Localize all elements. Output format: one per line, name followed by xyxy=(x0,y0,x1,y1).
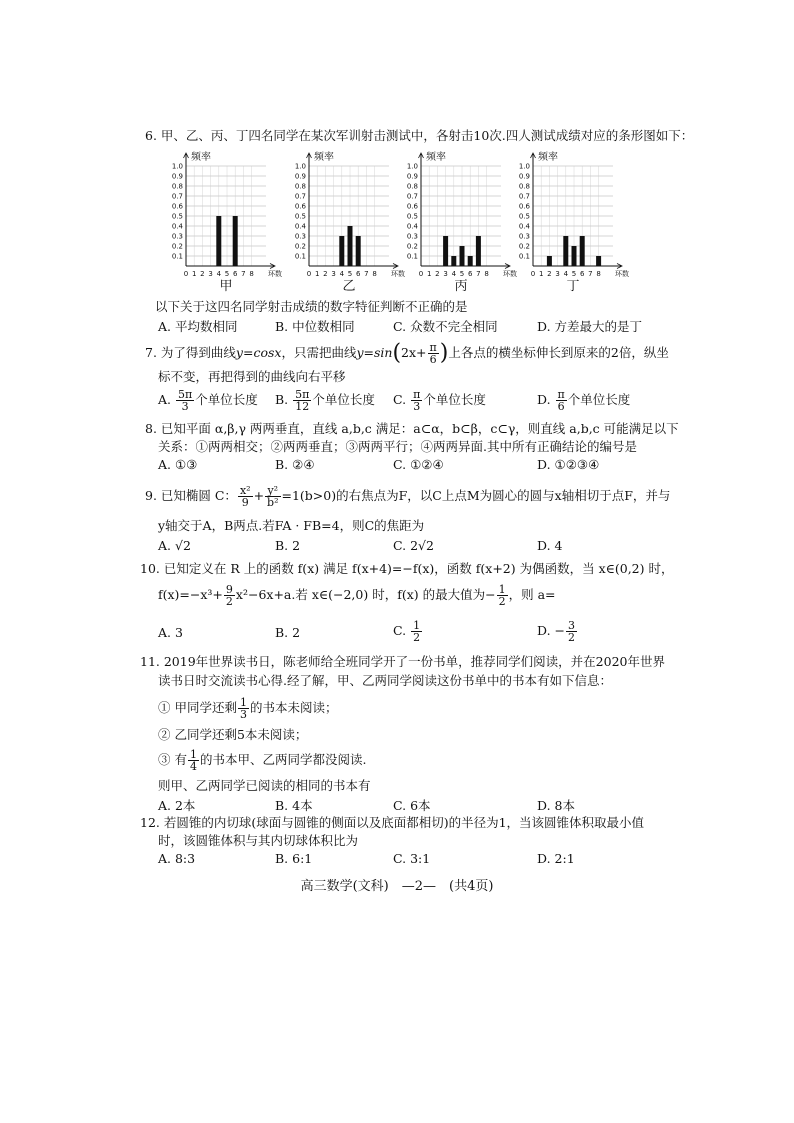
x-tick-label: 0 xyxy=(418,270,424,278)
q9-option-d: D. 4 xyxy=(537,538,563,553)
q9-line1: 9. 已知椭圆 C： $\frac{\text{x²}}{9}$ + $\frac{\text{y²}}{\text{b²}}$ =1(b>0)的右焦点为F，以C上点M为圆心的圆与x轴相切于点F，并与 xyxy=(145,484,671,509)
chart-yi xyxy=(283,148,408,294)
x-axis-label: 环数 xyxy=(268,270,282,278)
bar-8 xyxy=(596,256,601,266)
x-tick-label: 8 xyxy=(249,270,254,278)
x-tick-label: 8 xyxy=(372,270,377,278)
x-tick-label: 0 xyxy=(530,270,536,278)
q9-line2: y轴交于A，B两点.若FA · FB=4，则C的焦距为 xyxy=(158,518,425,533)
y-tick-label: 0.6 xyxy=(518,202,530,211)
y-tick-label: 0.7 xyxy=(171,192,183,201)
x-tick-label: 0 xyxy=(183,270,189,278)
y-tick-label: 0.1 xyxy=(294,252,306,261)
y-tick-label: 0.9 xyxy=(406,172,418,181)
q6-option-d: D. 方差最大的是丁 xyxy=(537,319,643,334)
q7-stem-c: 上各点的横坐标伸长到原来的2倍，纵坐 xyxy=(448,345,669,360)
y-tick-label: 0.9 xyxy=(294,172,306,181)
q6-stem: 6. 甲、乙、丙、丁四名同学在某次军训射击测试中，各射击10次.四人测试成绩对应的条形图如下： xyxy=(145,128,694,143)
q10-option-d: D. − $\frac{3}{2}$ xyxy=(537,619,575,644)
y-tick-label: 0.7 xyxy=(518,192,530,201)
bar-7 xyxy=(476,236,481,266)
q10-line2: f(x)=−x³+ $\frac{9}{2}$ x²−6x+a.若 x∈(−2,0) 时，f(x) 的最大值为− $\frac{1}{2}$ ，则 a= xyxy=(158,583,556,608)
y-axis-label: 频率 xyxy=(314,152,334,163)
y-tick-label: 0.6 xyxy=(171,202,183,211)
q12-line1: 12. 若圆锥的内切球(球面与圆锥的侧面以及底面都相切)的半径为1，当该圆锥体积取最小值 xyxy=(140,815,645,830)
x-tick-label: 4 xyxy=(339,270,345,278)
q8-line1: 8. 已知平面 α,β,γ 两两垂直，直线 a,b,c 满足：a⊂α，b⊂β，c⊂γ，则直线 a,b,c 可能满足以下 xyxy=(145,421,679,436)
q9-option-b: B. 2 xyxy=(275,538,301,553)
y-tick-label: 0.2 xyxy=(518,242,530,251)
chart-bing xyxy=(395,148,520,294)
x-tick-label: 0 xyxy=(306,270,312,278)
y-tick-label: 0.5 xyxy=(171,212,183,221)
y-tick-label: 0.2 xyxy=(406,242,418,251)
chart-title: 丙 xyxy=(454,279,468,294)
q9-option-a: A. √2 xyxy=(158,538,191,553)
bar-4 xyxy=(339,236,344,266)
x-tick-label: 1 xyxy=(426,270,432,278)
q7-option-d: D. $\frac{\pi}{6}$ 个单位长度 xyxy=(537,388,631,413)
y-tick-label: 1.0 xyxy=(406,162,418,171)
y-tick-label: 0.2 xyxy=(294,242,306,251)
y-tick-label: 0.8 xyxy=(294,182,306,191)
y-tick-label: 0.4 xyxy=(518,222,530,231)
x-tick-label: 5 xyxy=(571,270,577,278)
bar-2 xyxy=(547,256,552,266)
x-axis-label: 环数 xyxy=(615,270,629,278)
bar-6 xyxy=(468,256,473,266)
x-tick-label: 6 xyxy=(467,270,473,278)
q10-option-a: A. 3 xyxy=(158,625,183,640)
x-tick-label: 4 xyxy=(563,270,569,278)
x-tick-label: 6 xyxy=(355,270,361,278)
q10-option-c: C. $\frac{1}{2}$ xyxy=(393,619,421,644)
y-tick-label: 0.4 xyxy=(171,222,183,231)
q6-option-b: B. 中位数相同 xyxy=(275,319,355,334)
q10-option-b: B. 2 xyxy=(275,625,301,640)
x-axis-label: 环数 xyxy=(391,270,405,278)
x-tick-label: 1 xyxy=(314,270,320,278)
y-tick-label: 0.6 xyxy=(406,202,418,211)
x-tick-label: 7 xyxy=(364,270,369,278)
q11-option-b: B. 4本 xyxy=(275,798,313,813)
bar-5 xyxy=(460,246,465,266)
x-tick-label: 2 xyxy=(435,270,440,278)
y-tick-label: 0.1 xyxy=(406,252,418,261)
chart-ding xyxy=(507,148,632,294)
x-tick-label: 5 xyxy=(347,270,353,278)
y-tick-label: 0.6 xyxy=(294,202,306,211)
q7-curve1: y=cosx xyxy=(235,345,282,360)
q8-option-a: A. ①③ xyxy=(158,457,198,472)
x-tick-label: 2 xyxy=(323,270,328,278)
q7-pi-over-6: $\frac{\pi}{6}$ xyxy=(429,341,437,366)
y-tick-label: 0.3 xyxy=(294,232,306,241)
y-tick-label: 0.1 xyxy=(518,252,530,261)
bar-5 xyxy=(572,246,577,266)
q6-option-a: A. 平均数相同 xyxy=(158,319,238,334)
q11-option-a: A. 2本 xyxy=(158,798,196,813)
bar-3 xyxy=(443,236,448,266)
x-tick-label: 3 xyxy=(331,270,336,278)
y-tick-label: 0.4 xyxy=(406,222,418,231)
q10-line1: 10. 已知定义在 R 上的函数 f(x) 满足 f(x+4)=−f(x)，函数 f(x+2) 为偶函数，当 x∈(0,2) 时， xyxy=(140,561,674,576)
q12-option-c: C. 3:1 xyxy=(393,851,431,866)
y-tick-label: 0.7 xyxy=(294,192,306,201)
q7-stem: 7. 为了得到曲线y=cosx，只需把曲线y=sin(2x+ $\frac{\pi}{6}$ )上各点的横坐标伸长到原来的2倍，纵坐 xyxy=(145,340,669,366)
bar-6 xyxy=(580,236,585,266)
bar-6 xyxy=(356,236,361,266)
x-tick-label: 6 xyxy=(232,270,238,278)
y-tick-label: 0.3 xyxy=(406,232,418,241)
q12-option-d: D. 2:1 xyxy=(537,851,575,866)
y-axis-label: 频率 xyxy=(426,152,446,163)
q7-stem-d: 标不变，再把得到的曲线向右平移 xyxy=(158,369,346,384)
x-tick-label: 4 xyxy=(216,270,222,278)
x-tick-label: 7 xyxy=(241,270,246,278)
page-footer: 高三数学(文科) —2— (共4页) xyxy=(300,879,494,894)
q7-curve2-inner: 2x+ xyxy=(401,345,427,360)
q6-option-c: C. 众数不完全相同 xyxy=(393,319,498,334)
y-tick-label: 0.3 xyxy=(518,232,530,241)
bar-5 xyxy=(348,226,353,266)
q8-option-c: C. ①②④ xyxy=(393,457,444,472)
q7-option-c: C. $\frac{\pi}{3}$ 个单位长度 xyxy=(393,388,486,413)
x-tick-label: 2 xyxy=(200,270,205,278)
y-tick-label: 0.9 xyxy=(171,172,183,181)
x-tick-label: 2 xyxy=(547,270,552,278)
q11-item3: ③ 有 $\frac{1}{4}$ 的书本甲、乙两同学都没阅读. xyxy=(158,748,367,773)
q11-option-d: D. 8本 xyxy=(537,798,575,813)
q11-line1: 11. 2019年世界读书日，陈老师给全班同学开了一份书单，推荐同学们阅读，并在2020年世界 xyxy=(140,654,665,669)
y-tick-label: 0.8 xyxy=(171,182,183,191)
q11-line2: 读书日时交流读书心得.经了解，甲、乙两同学阅读这份书单中的书本有如下信息： xyxy=(158,673,612,688)
x-axis-label: 环数 xyxy=(503,270,517,278)
q6-sub: 以下关于这四名同学射击成绩的数字特征判断不正确的是 xyxy=(155,299,468,314)
y-tick-label: 0.5 xyxy=(294,212,306,221)
q7-option-a: A. $\frac{5\pi}{3}$ 个单位长度 xyxy=(158,388,258,413)
x-tick-label: 4 xyxy=(451,270,457,278)
y-tick-label: 1.0 xyxy=(294,162,306,171)
q12-option-b: B. 6:1 xyxy=(275,851,313,866)
y-tick-label: 0.7 xyxy=(406,192,418,201)
x-tick-label: 7 xyxy=(476,270,481,278)
y-tick-label: 0.9 xyxy=(518,172,530,181)
x-tick-label: 8 xyxy=(596,270,601,278)
y-axis-label: 频率 xyxy=(191,152,211,163)
q11-item2: ② 乙同学还剩5本未阅读； xyxy=(158,727,308,742)
x-tick-label: 3 xyxy=(208,270,213,278)
q9-option-c: C. 2√2 xyxy=(393,538,434,553)
x-tick-label: 1 xyxy=(191,270,197,278)
q8-option-d: D. ①②③④ xyxy=(537,457,600,472)
y-tick-label: 0.2 xyxy=(171,242,183,251)
q12-option-a: A. 8:3 xyxy=(158,851,196,866)
q11-question: 则甲、乙两同学已阅读的相同的书本有 xyxy=(158,778,371,793)
x-tick-label: 1 xyxy=(538,270,544,278)
y-tick-label: 0.8 xyxy=(406,182,418,191)
bar-6 xyxy=(233,216,238,266)
y-tick-label: 0.5 xyxy=(518,212,530,221)
q11-item1: ① 甲同学还剩 $\frac{1}{3}$ 的书本未阅读； xyxy=(158,696,338,721)
x-tick-label: 7 xyxy=(588,270,593,278)
q12-line2: 时，该圆锥体积与其内切球体积比为 xyxy=(158,833,359,848)
x-tick-label: 8 xyxy=(484,270,489,278)
q7-stem-b: ，只需把曲线 xyxy=(281,345,357,360)
chart-title: 乙 xyxy=(342,279,356,294)
bar-4 xyxy=(451,256,456,266)
chart-title: 甲 xyxy=(219,279,233,294)
y-tick-label: 0.5 xyxy=(406,212,418,221)
x-tick-label: 3 xyxy=(443,270,448,278)
y-tick-label: 0.1 xyxy=(171,252,183,261)
x-tick-label: 5 xyxy=(459,270,465,278)
y-tick-label: 1.0 xyxy=(518,162,530,171)
chart-jia xyxy=(160,148,285,294)
q11-option-c: C. 6本 xyxy=(393,798,431,813)
q7-option-b: B. $\frac{5\pi}{12}$ 个单位长度 xyxy=(275,388,375,413)
y-axis-label: 频率 xyxy=(538,152,558,163)
x-tick-label: 6 xyxy=(579,270,585,278)
y-tick-label: 0.3 xyxy=(171,232,183,241)
chart-title: 丁 xyxy=(566,279,580,294)
y-tick-label: 0.8 xyxy=(518,182,530,191)
q7-curve2: y=sin xyxy=(356,345,393,360)
bar-4 xyxy=(563,236,568,266)
y-tick-label: 1.0 xyxy=(171,162,183,171)
y-tick-label: 0.4 xyxy=(294,222,306,231)
q8-line2: 关系：①两两相交；②两两垂直；③两两平行；④两两异面.其中所有正确结论的编号是 xyxy=(158,439,637,454)
q8-option-b: B. ②④ xyxy=(275,457,315,472)
x-tick-label: 5 xyxy=(224,270,230,278)
bar-4 xyxy=(216,216,221,266)
x-tick-label: 3 xyxy=(555,270,560,278)
q7-stem-a: 7. 为了得到曲线 xyxy=(145,345,236,360)
